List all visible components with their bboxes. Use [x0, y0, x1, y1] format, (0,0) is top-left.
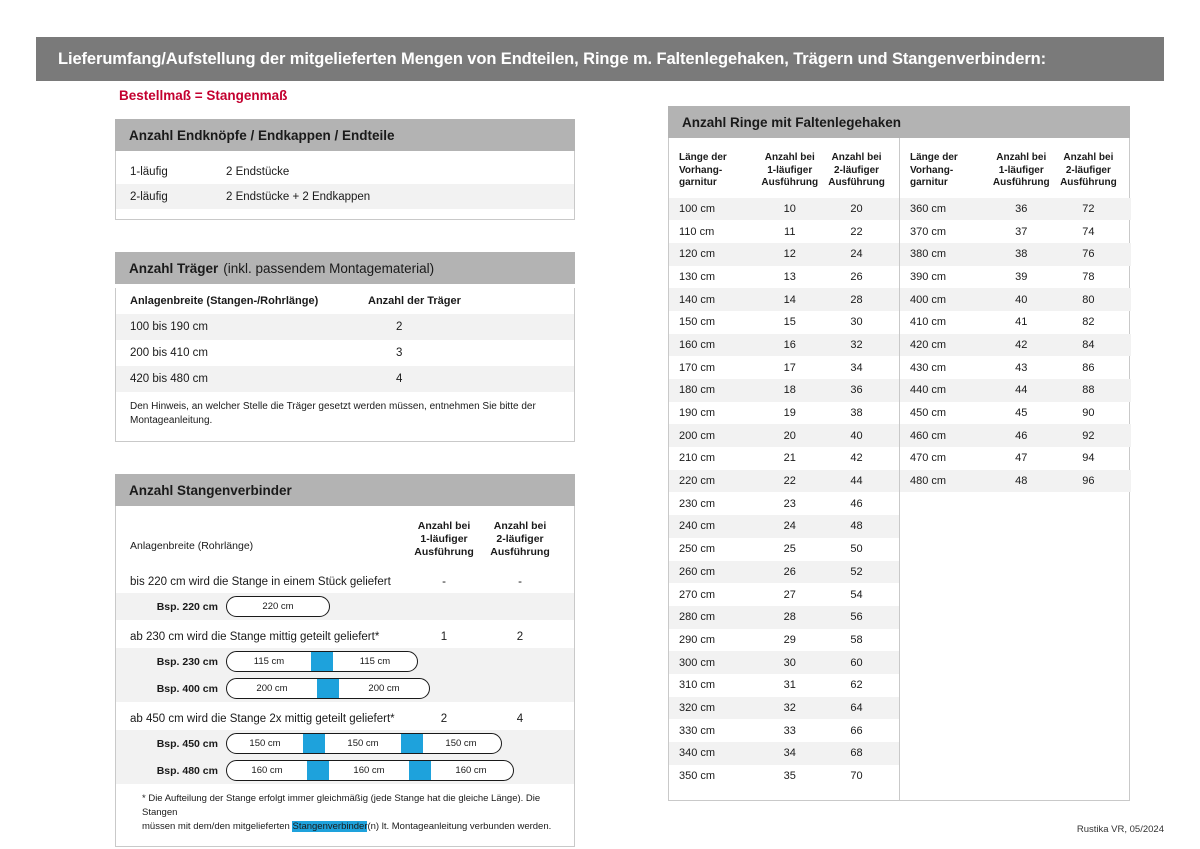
- rod-segment: 160 cm: [353, 765, 385, 777]
- table-header-row: [900, 146, 1131, 198]
- column-header-2laeufig: Anzahl bei 2-läufiger Ausführung: [828, 152, 885, 188]
- table-row: [900, 379, 1131, 402]
- cell-anzahl-1laeufig: 14: [783, 293, 796, 306]
- sv-block-value-2: -: [518, 576, 522, 589]
- connector-marker: [303, 734, 325, 753]
- sv-example-label: Bsp. 480 cm: [156, 764, 218, 777]
- cell-anzahl-1laeufig: 12: [783, 248, 796, 261]
- cell-anzahl-1laeufig: 13: [783, 270, 796, 283]
- table-row: [669, 379, 899, 402]
- cell-laenge: 400 cm: [910, 293, 947, 306]
- section-header-ringe: [668, 106, 1130, 138]
- rod-segment: 115 cm: [359, 656, 391, 668]
- column-header-anzahl-traeger: Anzahl der Träger: [368, 295, 461, 307]
- rod-segment: 160 cm: [455, 765, 487, 777]
- cell-anzahl-2laeufig: 40: [850, 429, 863, 442]
- rod-diagram: [226, 733, 502, 754]
- cell-laenge: 160 cm: [679, 338, 716, 351]
- section-title-stangenverbinder: Anzahl Stangenverbinder: [129, 482, 292, 498]
- cell-laenge: 150 cm: [679, 316, 716, 329]
- cell-count: 2: [396, 321, 403, 333]
- table-row: [900, 243, 1131, 266]
- cell-anzahl-2laeufig: 84: [1082, 338, 1095, 351]
- cell-anzahl-2laeufig: 28: [850, 293, 863, 306]
- sv-block-value-1: 2: [440, 713, 448, 726]
- cell-range: 200 bis 410 cm: [130, 347, 208, 359]
- section-header-stangenverbinder: [115, 474, 575, 506]
- cell-anzahl-2laeufig: 66: [850, 724, 863, 737]
- cell-anzahl-1laeufig: 23: [783, 497, 796, 510]
- cell-anzahl-1laeufig: 22: [783, 475, 796, 488]
- rod-segment: 160 cm: [251, 765, 283, 777]
- rod-segment: 200 cm: [368, 683, 400, 695]
- table-row: [669, 742, 899, 765]
- cell-anzahl-2laeufig: 86: [1082, 361, 1095, 374]
- cell-anzahl-2laeufig: 96: [1082, 475, 1095, 488]
- table-row: [669, 243, 899, 266]
- cell-anzahl-2laeufig: 38: [850, 407, 863, 420]
- cell-anzahl-2laeufig: 46: [850, 497, 863, 510]
- table-row: [900, 447, 1131, 470]
- column-header-anlagenbreite: Anlagenbreite (Rohrlänge): [130, 540, 254, 552]
- cell-anzahl-1laeufig: 32: [783, 701, 796, 714]
- cell-anzahl-1laeufig: 34: [783, 747, 796, 760]
- cell-anzahl-2laeufig: 44: [850, 475, 863, 488]
- section-header-endknoepfe: [115, 119, 575, 151]
- cell-anzahl-2laeufig: 74: [1082, 225, 1095, 238]
- cell-laenge: 470 cm: [910, 452, 947, 465]
- table-row: [669, 583, 899, 606]
- table-row: [669, 198, 899, 221]
- table-row: [116, 184, 574, 209]
- table-row: [900, 311, 1131, 334]
- table-row: [669, 765, 899, 788]
- cell-anzahl-2laeufig: 82: [1082, 316, 1095, 329]
- cell-laenge: 260 cm: [679, 565, 716, 578]
- table-row: [669, 719, 899, 742]
- cell-anzahl-1laeufig: 27: [783, 588, 796, 601]
- column-header-2laeufig: Anzahl bei 2-läufiger Ausführung: [490, 520, 550, 559]
- sv-block-value-1: 1: [440, 631, 448, 644]
- cell-anzahl-1laeufig: 44: [1015, 384, 1028, 397]
- footnote-line-2a: müssen mit dem/den mitgelieferten: [142, 820, 293, 832]
- cell-laenge: 200 cm: [679, 429, 716, 442]
- rod-diagram: [226, 596, 330, 617]
- cell-anzahl-2laeufig: 80: [1082, 293, 1095, 306]
- cell-laenge: 390 cm: [910, 270, 947, 283]
- cell-anzahl-2laeufig: 24: [850, 248, 863, 261]
- section-title-traeger: Anzahl Träger: [129, 260, 219, 276]
- table-row: [116, 159, 574, 184]
- table-row: [669, 447, 899, 470]
- cell-anzahl-2laeufig: 50: [850, 543, 863, 556]
- table-row: [900, 198, 1131, 221]
- table-row: [669, 220, 899, 243]
- cell-anzahl-1laeufig: 19: [783, 407, 796, 420]
- cell-laenge: 410 cm: [910, 316, 947, 329]
- cell-anzahl-2laeufig: 36: [850, 384, 863, 397]
- table-row: [116, 340, 574, 366]
- rod-segment: 150 cm: [445, 738, 477, 750]
- cell-laenge: 380 cm: [910, 248, 947, 261]
- table-row: [900, 402, 1131, 425]
- sv-block-title-row: [116, 626, 574, 648]
- rod-segment: 150 cm: [347, 738, 379, 750]
- cell-laenge: 230 cm: [679, 497, 716, 510]
- rod-diagram: [226, 651, 418, 672]
- sv-example-label: Bsp. 220 cm: [156, 600, 218, 613]
- cell-anzahl-1laeufig: 47: [1015, 452, 1028, 465]
- cell-anzahl-2laeufig: 90: [1082, 407, 1095, 420]
- cell-laufigkeit: 1-läufig: [130, 165, 168, 178]
- section-header-traeger: [115, 252, 575, 284]
- sv-block-value-2: 2: [516, 631, 524, 644]
- table-row: [669, 266, 899, 289]
- cell-anzahl-1laeufig: 31: [783, 679, 796, 692]
- sv-block: [116, 708, 574, 784]
- rod-segment: 220 cm: [262, 601, 294, 613]
- rod-segment: 115 cm: [253, 656, 285, 668]
- cell-anzahl-1laeufig: 18: [783, 384, 796, 397]
- table-row: [900, 288, 1131, 311]
- cell-laenge: 270 cm: [679, 588, 716, 601]
- cell-anzahl-2laeufig: 62: [850, 679, 863, 692]
- table-header-row: [116, 506, 574, 565]
- table-row: [669, 402, 899, 425]
- cell-laenge: 310 cm: [679, 679, 716, 692]
- cell-anzahl-2laeufig: 56: [850, 611, 863, 624]
- cell-anzahl-2laeufig: 42: [850, 452, 863, 465]
- cell-laenge: 450 cm: [910, 407, 947, 420]
- table-row: [900, 356, 1131, 379]
- cell-laenge: 180 cm: [679, 384, 716, 397]
- cell-anzahl-2laeufig: 30: [850, 316, 863, 329]
- page-header: [36, 37, 1164, 81]
- cell-laenge: 170 cm: [679, 361, 716, 374]
- cell-anzahl-2laeufig: 92: [1082, 429, 1095, 442]
- table-row: [900, 266, 1131, 289]
- cell-range: 100 bis 190 cm: [130, 321, 208, 333]
- rod-segment: 150 cm: [249, 738, 281, 750]
- cell-laenge: 460 cm: [910, 429, 947, 442]
- cell-anzahl-1laeufig: 41: [1015, 316, 1028, 329]
- footnote-highlight: Stangenverbinder: [292, 820, 368, 832]
- sv-block-title: ab 450 cm wird die Stange 2x mittig geteilt geliefert*: [130, 713, 395, 726]
- connector-marker: [311, 652, 333, 671]
- connector-marker: [317, 679, 339, 698]
- traeger-note: Den Hinweis, an welcher Stelle die Träger gesetzt werden müssen, entnehmen Sie bitte der Montageanleitung.: [130, 401, 536, 426]
- cell-laenge: 420 cm: [910, 338, 947, 351]
- cell-anzahl-1laeufig: 26: [783, 565, 796, 578]
- cell-anzahl-2laeufig: 32: [850, 338, 863, 351]
- column-header-1laeufig: Anzahl bei 1-läufiger Ausführung: [761, 152, 819, 188]
- sv-example-group: [116, 648, 574, 702]
- document-credit: Rustika VR, 05/2024: [1076, 824, 1164, 835]
- cell-teile: 2 Endstücke + 2 Endkappen: [226, 190, 371, 203]
- cell-anzahl-1laeufig: 46: [1015, 429, 1028, 442]
- column-header-anlagenbreite: Anlagenbreite (Stangen-/Rohrlänge): [130, 295, 319, 307]
- table-row: [900, 220, 1131, 243]
- table-row: [669, 674, 899, 697]
- sv-block: [116, 571, 574, 620]
- cell-anzahl-1laeufig: 16: [783, 338, 796, 351]
- right-column: [668, 106, 1130, 801]
- cell-anzahl-2laeufig: 60: [850, 656, 863, 669]
- cell-anzahl-1laeufig: 33: [783, 724, 796, 737]
- cell-laenge: 480 cm: [910, 475, 947, 488]
- cell-laenge: 440 cm: [910, 384, 947, 397]
- cell-laenge: 370 cm: [910, 225, 947, 238]
- cell-laenge: 330 cm: [679, 724, 716, 737]
- cell-anzahl-1laeufig: 30: [783, 656, 796, 669]
- column-header-laenge: Länge der Vorhang- garnitur: [679, 152, 727, 188]
- footnote-line-2b: (n) lt. Montageanleitung verbunden werden.: [367, 820, 552, 832]
- cell-count: 4: [396, 373, 403, 385]
- cell-anzahl-2laeufig: 88: [1082, 384, 1095, 397]
- panel-endknoepfe: [115, 151, 575, 220]
- table-row: [116, 314, 574, 340]
- cell-anzahl-1laeufig: 45: [1015, 407, 1028, 420]
- cell-anzahl-2laeufig: 94: [1082, 452, 1095, 465]
- footnote-line-1: * Die Aufteilung der Stange erfolgt immer gleichmäßig (jede Stange hat die gleiche Länge). Die Stangen: [142, 793, 541, 819]
- panel-ringe: [668, 138, 1130, 801]
- cell-laenge: 130 cm: [679, 270, 716, 283]
- cell-anzahl-2laeufig: 26: [850, 270, 863, 283]
- cell-laenge: 240 cm: [679, 520, 716, 533]
- cell-anzahl-1laeufig: 10: [783, 202, 796, 215]
- stangenverbinder-footnote: [116, 784, 574, 837]
- table-row: [669, 470, 899, 493]
- panel-stangenverbinder: [115, 506, 575, 847]
- section-subtitle-traeger: (inkl. passendem Montagematerial): [223, 260, 435, 276]
- table-row: [669, 651, 899, 674]
- sv-example-label: Bsp. 400 cm: [156, 682, 218, 695]
- cell-laenge: 220 cm: [679, 475, 716, 488]
- table-row: [669, 311, 899, 334]
- table-row: [900, 334, 1131, 357]
- table-row: [669, 492, 899, 515]
- sv-example-row: [116, 593, 574, 620]
- sv-block-title-row: [116, 708, 574, 730]
- cell-anzahl-1laeufig: 21: [783, 452, 796, 465]
- cell-anzahl-2laeufig: 76: [1082, 248, 1095, 261]
- table-row: [669, 606, 899, 629]
- sv-example-row: [116, 730, 574, 757]
- cell-laufigkeit: 2-läufig: [130, 190, 168, 203]
- cell-laenge: 320 cm: [679, 701, 716, 714]
- cell-anzahl-1laeufig: 40: [1015, 293, 1028, 306]
- rod-diagram: [226, 678, 430, 699]
- cell-anzahl-1laeufig: 25: [783, 543, 796, 556]
- cell-laenge: 190 cm: [679, 407, 716, 420]
- cell-anzahl-2laeufig: 64: [850, 701, 863, 714]
- left-column: [115, 88, 575, 847]
- table-row: [900, 470, 1131, 493]
- cell-anzahl-1laeufig: 38: [1015, 248, 1028, 261]
- table-row: [669, 629, 899, 652]
- cell-anzahl-2laeufig: 52: [850, 565, 863, 578]
- table-row: [669, 538, 899, 561]
- cell-anzahl-1laeufig: 48: [1015, 475, 1028, 488]
- sv-block-title: bis 220 cm wird die Stange in einem Stück geliefert: [130, 576, 391, 589]
- table-row: [669, 334, 899, 357]
- cell-anzahl-1laeufig: 37: [1015, 225, 1028, 238]
- cell-laenge: 300 cm: [679, 656, 716, 669]
- connector-marker: [307, 761, 329, 780]
- sv-block-title-row: [116, 571, 574, 593]
- cell-anzahl-2laeufig: 68: [850, 747, 863, 760]
- cell-anzahl-2laeufig: 58: [850, 633, 863, 646]
- section-title-ringe: Anzahl Ringe mit Faltenlegehaken: [682, 114, 902, 130]
- column-header-1laeufig: Anzahl bei 1-läufiger Ausführung: [414, 520, 474, 559]
- connector-marker: [401, 734, 423, 753]
- cell-laenge: 140 cm: [679, 293, 716, 306]
- cell-laenge: 360 cm: [910, 202, 947, 215]
- cell-laenge: 110 cm: [679, 225, 715, 238]
- rod-diagram: [226, 760, 514, 781]
- sv-example-group: [116, 730, 574, 784]
- cell-anzahl-1laeufig: 42: [1015, 338, 1028, 351]
- bestellmass-note: Bestellmaß = Stangenmaß: [119, 88, 288, 103]
- cell-anzahl-2laeufig: 20: [850, 202, 863, 215]
- cell-anzahl-2laeufig: 22: [850, 225, 863, 238]
- column-header-laenge: Länge der Vorhang- garnitur: [910, 152, 958, 188]
- cell-anzahl-2laeufig: 70: [850, 770, 863, 783]
- cell-laenge: 280 cm: [679, 611, 716, 624]
- table-row: [669, 561, 899, 584]
- cell-anzahl-1laeufig: 36: [1015, 202, 1028, 215]
- sv-example-row: [116, 757, 574, 784]
- table-row: [669, 697, 899, 720]
- cell-anzahl-1laeufig: 43: [1015, 361, 1028, 374]
- cell-laenge: 340 cm: [679, 747, 716, 760]
- sv-block-value-1: -: [442, 576, 446, 589]
- connector-marker: [409, 761, 431, 780]
- cell-anzahl-1laeufig: 28: [783, 611, 796, 624]
- table-row: [900, 424, 1131, 447]
- ringe-table-right: [900, 138, 1131, 800]
- column-header-2laeufig: Anzahl bei 2-läufiger Ausführung: [1060, 152, 1117, 188]
- cell-range: 420 bis 480 cm: [130, 373, 208, 385]
- cell-laenge: 100 cm: [679, 202, 716, 215]
- cell-anzahl-1laeufig: 17: [783, 361, 796, 374]
- cell-laenge: 430 cm: [910, 361, 947, 374]
- cell-anzahl-2laeufig: 78: [1082, 270, 1095, 283]
- cell-anzahl-1laeufig: 20: [783, 429, 796, 442]
- cell-anzahl-1laeufig: 35: [783, 770, 796, 783]
- sv-example-row: [116, 648, 574, 675]
- cell-anzahl-2laeufig: 34: [850, 361, 863, 374]
- cell-laenge: 290 cm: [679, 633, 716, 646]
- sv-example-row: [116, 675, 574, 702]
- cell-anzahl-2laeufig: 48: [850, 520, 863, 533]
- sv-example-label: Bsp. 450 cm: [156, 737, 218, 750]
- cell-anzahl-1laeufig: 11: [784, 225, 796, 238]
- cell-anzahl-2laeufig: 54: [850, 588, 863, 601]
- table-row: [669, 356, 899, 379]
- table-row: [669, 288, 899, 311]
- cell-laenge: 250 cm: [679, 543, 716, 556]
- rod-segment: 200 cm: [256, 683, 288, 695]
- cell-anzahl-1laeufig: 29: [783, 633, 796, 646]
- cell-laenge: 210 cm: [679, 452, 716, 465]
- cell-anzahl-1laeufig: 24: [783, 520, 796, 533]
- sv-block-title: ab 230 cm wird die Stange mittig geteilt geliefert*: [130, 631, 380, 644]
- section-title-endknoepfe: Anzahl Endknöpfe / Endkappen / Endteile: [129, 127, 395, 143]
- cell-laenge: 120 cm: [679, 248, 716, 261]
- column-header-1laeufig: Anzahl bei 1-läufiger Ausführung: [992, 152, 1050, 188]
- table-row: [669, 424, 899, 447]
- sv-example-label: Bsp. 230 cm: [156, 655, 218, 668]
- cell-anzahl-2laeufig: 72: [1082, 202, 1095, 215]
- cell-anzahl-1laeufig: 39: [1015, 270, 1028, 283]
- cell-anzahl-1laeufig: 15: [783, 316, 796, 329]
- table-header-row: [116, 288, 574, 314]
- sv-block-value-2: 4: [516, 713, 524, 726]
- page-title: Lieferumfang/Aufstellung der mitgelieferten Mengen von Endteilen, Ringe m. Faltenlegehaken, Trägern und Stangenverbindern:: [58, 49, 1047, 68]
- panel-traeger: [115, 288, 575, 442]
- cell-teile: 2 Endstücke: [226, 165, 290, 178]
- cell-laenge: 350 cm: [679, 770, 716, 783]
- table-row: [116, 366, 574, 392]
- ringe-table-left: [669, 138, 900, 800]
- sv-block: [116, 626, 574, 702]
- cell-count: 3: [396, 347, 403, 359]
- table-row: [669, 515, 899, 538]
- table-header-row: [669, 146, 899, 198]
- sv-example-group: [116, 593, 574, 620]
